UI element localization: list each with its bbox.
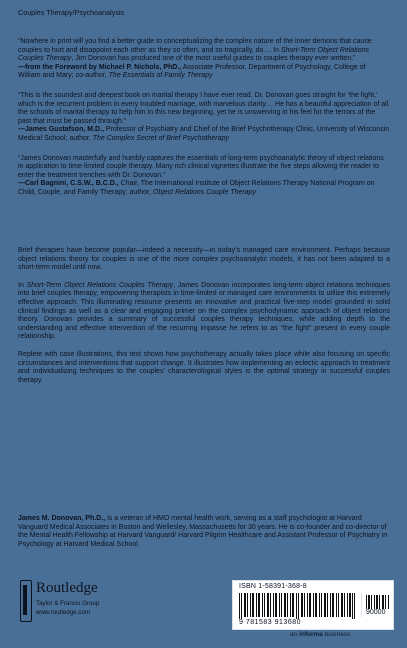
endorsements <box>18 38 390 209</box>
informa-prefix: an <box>290 631 300 638</box>
price-barcode-icon <box>366 595 390 609</box>
routledge-mark-icon <box>20 580 32 622</box>
author-bio-text: is a veteran of HMO mental health work, serving as a staff psychologist at Harvard Vanguard Medical Associates in Boston and Wellesley, Massachusetts for 30 years. He is co-founder and co-director of the Mental Health Fellowship at Harvard Vanguard/ Harvard Pilgrim Healthcare and Assistant Professor of Psychiatry in Psychology at Harvard Medical School. <box>18 515 388 548</box>
isbn-barcode-icon <box>239 593 355 619</box>
author-name: James M. Donovan, Ph.D., <box>18 515 106 522</box>
endorsement-attribution: —Carl Bagnini, C.S.W., B.C.D., <box>18 180 119 188</box>
publisher-name: Routledge <box>36 580 98 596</box>
description-paragraph <box>18 282 390 342</box>
informa-suffix: business <box>322 631 351 638</box>
endorsement-attribution-title: Object Relations Couple Therapy <box>152 188 257 196</box>
endorsement-attribution-detail: Chair, The International Institute of Object Relations Therapy National Program on Child, Couple, and Family Therapy; author, <box>18 180 375 196</box>
endorsement-quote: “James Donovan masterfully and humbly captures the essentials of long-term psychoanalytic theory of object relations in application to time-limited couple therapy. Many rich clinical vignettes illustrate the five steps allowing the reader to enter the treatment trenches with Dr. Donovan.” <box>18 154 384 179</box>
author-bio <box>18 515 390 549</box>
endorsement-quote-title: Short-Term Object Relations Couples Therapy <box>18 46 369 63</box>
description-text: In <box>18 281 27 289</box>
description-paragraph: Brief therapies have become popular—indeed a necessity—in today’s managed care environment. Perhaps because object relations theory for couples is one of the more complex psychoanalytic models, it has not been adapted to a short-term model until now. <box>18 247 390 272</box>
endorsement-quote: “Nowhere in print will you find a better guide to conceptualizing the complex nature of the inner demons that cause couples to hurt and disappoint each other as they so often, and so tragically, do.... In <box>18 38 372 54</box>
routledge-logo <box>20 580 150 626</box>
endorsement <box>18 155 390 198</box>
isbn-digits: 9 781583 913680 <box>239 619 301 626</box>
price-code <box>361 593 389 617</box>
endorsement-attribution: —James Gustafson, M.D., <box>18 126 104 134</box>
barcode-panel <box>232 580 394 630</box>
description-text: , James Donovan incorporates long-term object relations techniques into brief couples therapy, empowering therapists in time-limited or managed care environments to utilize this extremely effective approach. This illuminating resource presents an innovative and practical five-step model grounded in solid clinical findings as well as a clear and engaging primer on the complex psychodynamic approach of object relations theory. Donovan provides a summary of successful couples therapy techniques, while adding depth to the understanding and effective intervention of the recurring impasse he refers to as “the fight” present in every couple relationship. <box>18 281 390 341</box>
category-label: Couples Therapy/Psychoanalysis <box>18 8 125 17</box>
endorsement-attribution: —from the Foreword by Michael P. Nichols, PhD., <box>18 63 182 71</box>
endorsement <box>18 92 390 144</box>
endorsement-quote-tail: , Jim Donovan has produced one of the most useful guides to couples therapy ever written.” <box>71 55 356 63</box>
endorsement-quote: “This is the soundest and deepest book on marital therapy I have ever read. Dr. Donovan goes straight for ‘the fight,’ which is the recurrent problem in every troubled marriage, with marvelous clarity.... He has a beautiful appreciation of all the schools of marital therapy to help him in this new beginning, yet he is unswerving in his feel for the terrors of the past that must be passed through.” <box>18 91 389 125</box>
endorsement-attribution-title: The Essentials of Family Therapy <box>108 72 213 80</box>
description-paragraph: Replete with case illustrations, this text shows how psychotherapy actually takes place while also focusing on specific circumstances and interventions that support change. It illustrates how implementing an eclectic approach to treatment and individualizing techniques to the couples’ characterological styles is the optimal strategy in successful couples therapy. <box>18 350 390 384</box>
endorsement-attribution-detail: Professor of Psychiatry and Chief of the Brief Psychotherapy Clinic, University of Wisconsin Medical School; author, <box>18 126 390 142</box>
price-code-digits: 90000 <box>366 609 386 616</box>
endorsement-attribution-detail: Associate Professor, Department of Psychology, College of William and Mary; co-author, <box>18 63 366 80</box>
publisher-subtitle: Taylor & Francis Group <box>36 600 100 607</box>
endorsement <box>18 38 390 81</box>
publisher-url: www.routledge.com <box>36 609 90 616</box>
informa-tagline <box>290 631 350 638</box>
informa-brand: informa <box>299 631 323 638</box>
endorsement-attribution-title: The Complex Secret of Brief Psychotherapy <box>92 134 229 142</box>
isbn-label: ISBN 1-58391-368-8 <box>239 583 307 590</box>
book-description <box>18 247 390 394</box>
description-book-title: Short-Term Object Relations Couples Therapy <box>26 281 174 289</box>
